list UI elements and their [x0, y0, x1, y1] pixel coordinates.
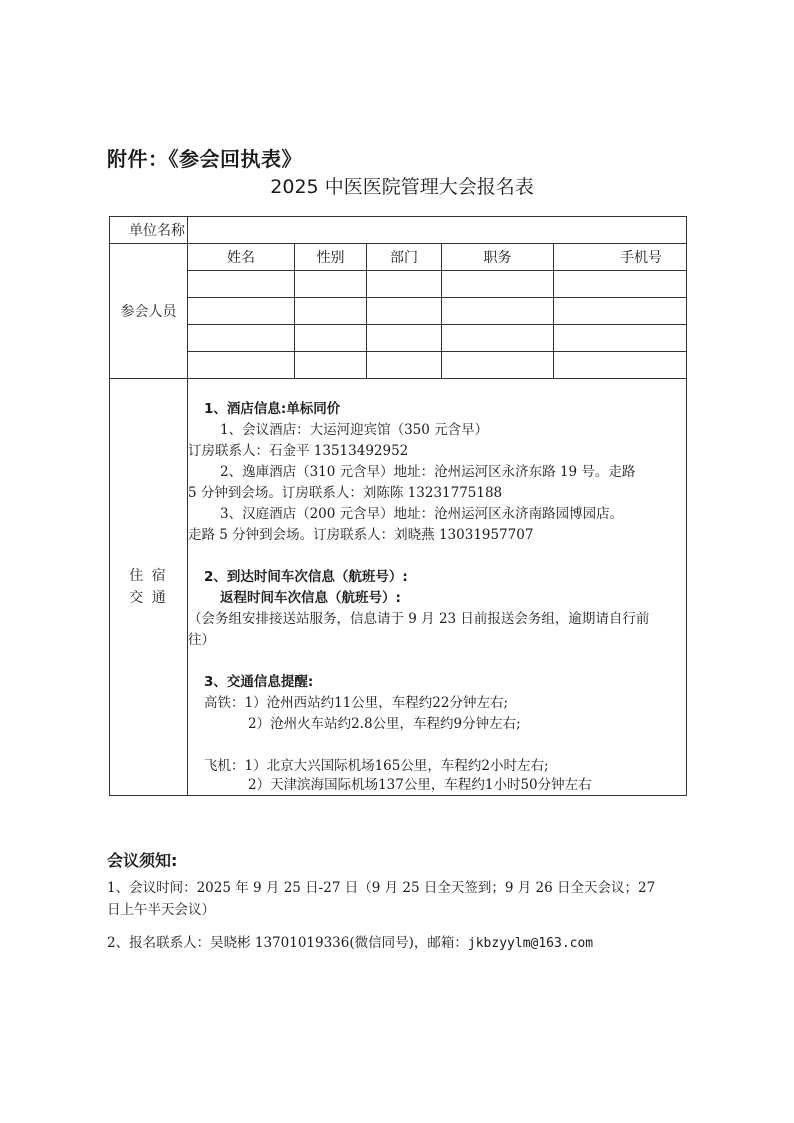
arrival-heading: 2、到达时间车次信息（航班号）:: [204, 569, 408, 585]
col-header-position: 职务: [442, 244, 554, 271]
col-header-department: 部门: [367, 244, 442, 271]
attendee-name-cell[interactable]: [188, 298, 295, 325]
hotel-heading: 1、酒店信息:单标同价: [204, 401, 341, 417]
rail-info-2: 2）沧州火车站约2.8公里，车程约9分钟左右;: [248, 716, 521, 732]
hotel-3-line1: 3、汉庭酒店（200 元含早）地址：沧州运河区永济南路园博园店。: [220, 506, 624, 522]
attendee-department-cell[interactable]: [367, 325, 442, 352]
air-info-2: 2）天津滨海国际机场137公里，车程约1小时50分钟左右: [248, 777, 592, 793]
transport-label: 交 通: [129, 590, 168, 606]
attendee-row: [110, 325, 687, 352]
note-1-line2: 日上午半天会议）: [107, 902, 215, 918]
hotel-2-line1: 2、逸庫酒店（310 元含早）地址：沧州运河区永济东路 19 号。走路: [220, 464, 636, 480]
col-header-gender: 性别: [295, 244, 367, 271]
attendee-gender-cell[interactable]: [295, 352, 367, 379]
stay-transport-row: [110, 379, 687, 796]
form-title: 2025 中医医院管理大会报名表: [270, 176, 534, 198]
notes-title: 会议须知:: [107, 851, 178, 870]
hotel-3-line2: 走路 5 分钟到会场。订房联系人：刘晓燕 13031957707: [188, 527, 534, 543]
attendee-row: [110, 352, 687, 379]
attendees-label: 参会人员: [110, 244, 188, 379]
col-header-phone: 手机号: [554, 244, 687, 271]
stay-label: 住 宿: [129, 568, 168, 584]
attendee-department-cell[interactable]: [367, 271, 442, 298]
attendee-phone-cell[interactable]: [554, 325, 687, 352]
attendee-position-cell[interactable]: [442, 325, 554, 352]
stay-transport-content: [188, 379, 687, 796]
attachment-title: 附件：《参会回执表》: [107, 147, 302, 171]
attendee-name-cell[interactable]: [188, 352, 295, 379]
stay-transport-label: [110, 379, 188, 796]
attendee-phone-cell[interactable]: [554, 271, 687, 298]
attendee-phone-cell[interactable]: [554, 352, 687, 379]
attendee-row: [110, 271, 687, 298]
unit-name-label: 单位名称: [110, 217, 188, 244]
hotel-2-line2: 5 分钟到会场。订房联系人：刘陈陈 13231775188: [188, 485, 503, 501]
rail-info-1: 高铁：1）沧州西站约11公里，车程约22分钟左右;: [204, 695, 508, 711]
note-2: [107, 933, 593, 954]
attendee-gender-cell[interactable]: [295, 325, 367, 352]
attendee-position-cell[interactable]: [442, 298, 554, 325]
attendee-phone-cell[interactable]: [554, 298, 687, 325]
attendee-name-cell[interactable]: [188, 271, 295, 298]
hotel-1-line1: 1、会议酒店：大运河迎宾馆（350 元含早）: [220, 422, 489, 438]
note-1-line1: 1、会议时间：2025 年 9 月 25 日-27 日（9 月 25 日全天签到；9 月 26 日全天会议；27: [107, 880, 656, 896]
arrival-note-line1: （会务组安排接送站服务，信息请于 9 月 23 日前报送会务组，逾期请自行前: [188, 611, 650, 627]
col-header-name: 姓名: [188, 244, 295, 271]
attendee-department-cell[interactable]: [367, 352, 442, 379]
attendee-gender-cell[interactable]: [295, 271, 367, 298]
attendee-row: [110, 298, 687, 325]
arrival-note-line2: 往）: [188, 632, 215, 648]
unit-name-row: [110, 217, 687, 244]
registration-table: [109, 216, 687, 796]
hotel-1-line2: 订房联系人：石金平 13513492952: [188, 443, 409, 459]
attendee-position-cell[interactable]: [442, 352, 554, 379]
attendee-header-row: [110, 244, 687, 271]
note-2-contact: 2、报名联系人：吴晓彬 13701019336(微信同号)，邮箱：: [107, 935, 468, 951]
attendee-department-cell[interactable]: [367, 298, 442, 325]
return-heading: 返程时间车次信息（航班号）:: [220, 590, 401, 606]
traffic-heading: 3、交通信息提醒:: [204, 674, 314, 690]
attendee-position-cell[interactable]: [442, 271, 554, 298]
air-info-1: 飞机：1）北京大兴国际机场165公里，车程约2小时左右;: [204, 758, 549, 774]
unit-name-field[interactable]: [188, 217, 687, 244]
attendee-gender-cell[interactable]: [295, 298, 367, 325]
email-link[interactable]: jkbzyylm@163.com: [467, 936, 594, 951]
attendee-name-cell[interactable]: [188, 325, 295, 352]
